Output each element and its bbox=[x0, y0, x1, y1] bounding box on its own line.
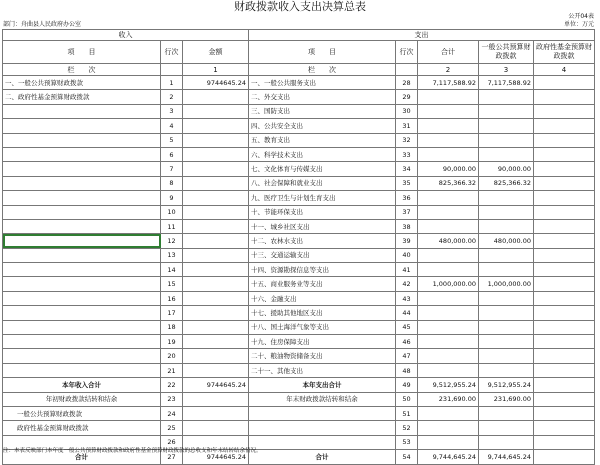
income-row-number-cell[interactable]: 26 bbox=[161, 435, 183, 449]
expense-general-budget-cell[interactable] bbox=[479, 320, 534, 334]
expense-gov-fund-cell[interactable] bbox=[534, 147, 595, 161]
expense-general-budget-cell[interactable]: 231,690.00 bbox=[479, 392, 534, 406]
expense-gov-fund-cell[interactable] bbox=[534, 90, 595, 104]
expense-row-number-cell[interactable]: 36 bbox=[396, 191, 418, 205]
expense-gov-fund-cell[interactable] bbox=[534, 277, 595, 291]
table-row bbox=[3, 90, 595, 104]
income-item-cell[interactable]: 政府性基金预算财政拨款 bbox=[3, 421, 161, 435]
expense-row-number-cell[interactable]: 44 bbox=[396, 306, 418, 320]
income-row-no-header[interactable]: 行次 bbox=[161, 41, 183, 64]
budget-table bbox=[2, 29, 595, 465]
income-amount-cell[interactable] bbox=[183, 219, 249, 233]
fund-column-number[interactable]: 4 bbox=[534, 64, 595, 76]
expense-row-number-cell[interactable]: 30 bbox=[396, 104, 418, 118]
income-amount-cell[interactable]: 9744645.24 bbox=[183, 76, 249, 90]
income-row-number-cell[interactable]: 16 bbox=[161, 291, 183, 305]
expense-item-cell[interactable]: 二十、粮油物资储备支出 bbox=[249, 349, 396, 363]
table-row bbox=[3, 162, 595, 176]
income-row-number-cell[interactable]: 20 bbox=[161, 349, 183, 363]
general-column-number[interactable]: 3 bbox=[479, 64, 534, 76]
expense-item-cell[interactable]: 十一、城乡社区支出 bbox=[249, 219, 396, 233]
expense-row-number-cell[interactable]: 51 bbox=[396, 406, 418, 420]
expense-item-cell[interactable]: 本年支出合计 bbox=[249, 378, 396, 392]
income-item-cell[interactable] bbox=[3, 205, 161, 219]
expense-item-cell[interactable]: 五、教育支出 bbox=[249, 133, 396, 147]
income-column-number[interactable]: 1 bbox=[183, 64, 249, 76]
expense-total-cell[interactable] bbox=[418, 306, 479, 320]
income-item-cell[interactable] bbox=[3, 291, 161, 305]
income-amount-cell[interactable] bbox=[183, 349, 249, 363]
table-row bbox=[3, 76, 595, 90]
expense-item-cell[interactable]: 八、社会保障和就业支出 bbox=[249, 176, 396, 190]
total-column-number[interactable]: 2 bbox=[418, 64, 479, 76]
expense-gov-fund-cell[interactable] bbox=[534, 406, 595, 420]
expense-gov-fund-cell[interactable] bbox=[534, 291, 595, 305]
expense-general-budget-cell[interactable] bbox=[479, 90, 534, 104]
expense-total-cell[interactable]: 9,744,645.24 bbox=[418, 450, 479, 464]
expense-row-number-cell[interactable]: 32 bbox=[396, 133, 418, 147]
expense-row-number-cell[interactable]: 54 bbox=[396, 450, 418, 464]
expense-gov-fund-cell[interactable] bbox=[534, 435, 595, 449]
expense-row-number-cell[interactable]: 33 bbox=[396, 147, 418, 161]
expense-row-number-cell[interactable]: 49 bbox=[396, 378, 418, 392]
expense-gov-fund-cell[interactable] bbox=[534, 76, 595, 90]
income-amount-cell[interactable] bbox=[183, 406, 249, 420]
income-amount-cell[interactable] bbox=[183, 205, 249, 219]
income-amount-cell[interactable] bbox=[183, 248, 249, 262]
income-item-cell[interactable] bbox=[3, 248, 161, 262]
expense-total-cell[interactable] bbox=[418, 406, 479, 420]
expense-item-cell[interactable] bbox=[249, 435, 396, 449]
table-row bbox=[3, 291, 595, 305]
expense-total-cell[interactable]: 231,690.00 bbox=[418, 392, 479, 406]
expense-item-cell[interactable]: 二十一、其他支出 bbox=[249, 363, 396, 377]
expense-item-cell[interactable]: 十九、住房保障支出 bbox=[249, 335, 396, 349]
expense-general-budget-cell[interactable] bbox=[479, 219, 534, 233]
expense-total-cell[interactable] bbox=[418, 335, 479, 349]
table-row bbox=[3, 219, 595, 233]
income-row-number-cell[interactable]: 4 bbox=[161, 119, 183, 133]
expense-gov-fund-cell[interactable] bbox=[534, 205, 595, 219]
table-row bbox=[3, 320, 595, 334]
expense-item-cell[interactable]: 三、国防支出 bbox=[249, 104, 396, 118]
income-section-header[interactable]: 收入 bbox=[3, 30, 249, 41]
expense-row-number-cell[interactable]: 46 bbox=[396, 335, 418, 349]
income-item-cell[interactable]: 一般公共预算财政拨款 bbox=[3, 406, 161, 420]
expense-item-cell[interactable]: 十八、国土海洋气象等支出 bbox=[249, 320, 396, 334]
expense-item-cell[interactable]: 十、节能环保支出 bbox=[249, 205, 396, 219]
expense-row-number-cell[interactable]: 48 bbox=[396, 363, 418, 377]
income-item-cell[interactable] bbox=[3, 147, 161, 161]
expense-row-number-cell[interactable]: 41 bbox=[396, 263, 418, 277]
income-row-number-cell[interactable]: 19 bbox=[161, 335, 183, 349]
income-row-number-cell[interactable]: 9 bbox=[161, 191, 183, 205]
expense-total-cell[interactable] bbox=[418, 435, 479, 449]
income-item-cell[interactable] bbox=[3, 363, 161, 377]
expense-gov-fund-cell[interactable] bbox=[534, 119, 595, 133]
income-item-cell[interactable]: 二、政府性基金预算财政拨款 bbox=[3, 90, 161, 104]
income-item-cell[interactable] bbox=[3, 306, 161, 320]
expense-gov-fund-cell[interactable] bbox=[534, 248, 595, 262]
expense-total-cell[interactable] bbox=[418, 248, 479, 262]
table-row bbox=[3, 234, 595, 248]
expense-total-cell[interactable] bbox=[418, 147, 479, 161]
expense-gov-fund-cell[interactable] bbox=[534, 176, 595, 190]
income-amount-cell[interactable] bbox=[183, 147, 249, 161]
table-row bbox=[3, 133, 595, 147]
income-item-cell[interactable] bbox=[3, 277, 161, 291]
income-row-number-cell[interactable]: 13 bbox=[161, 248, 183, 262]
expense-general-budget-cell[interactable]: 480,000.00 bbox=[479, 234, 534, 248]
expense-item-cell[interactable]: 一、一般公共服务支出 bbox=[249, 76, 396, 90]
expense-row-number-cell[interactable]: 50 bbox=[396, 392, 418, 406]
expense-total-cell[interactable] bbox=[418, 205, 479, 219]
expense-general-budget-cell[interactable]: 1,000,000.00 bbox=[479, 277, 534, 291]
income-row-number-cell[interactable]: 24 bbox=[161, 406, 183, 420]
income-row-number-cell[interactable]: 7 bbox=[161, 162, 183, 176]
income-row-number-cell[interactable]: 11 bbox=[161, 219, 183, 233]
income-amount-cell[interactable] bbox=[183, 191, 249, 205]
expense-item-cell[interactable]: 合计 bbox=[249, 450, 396, 464]
expense-item-cell[interactable]: 十二、农林水支出 bbox=[249, 234, 396, 248]
expense-item-header[interactable]: 项 目 bbox=[249, 41, 396, 64]
income-item-cell[interactable] bbox=[3, 119, 161, 133]
income-item-cell[interactable] bbox=[3, 219, 161, 233]
income-item-cell[interactable] bbox=[3, 234, 161, 248]
expense-column-label[interactable]: 栏 次 bbox=[249, 64, 396, 76]
table-row bbox=[3, 349, 595, 363]
income-amount-cell[interactable] bbox=[183, 234, 249, 248]
income-item-cell[interactable] bbox=[3, 104, 161, 118]
income-item-cell[interactable]: 本年收入合计 bbox=[3, 378, 161, 392]
expense-item-cell[interactable]: 七、文化体育与传媒支出 bbox=[249, 162, 396, 176]
income-amount-cell[interactable] bbox=[183, 320, 249, 334]
income-row-number-cell[interactable]: 3 bbox=[161, 104, 183, 118]
expense-item-cell[interactable]: 六、科学技术支出 bbox=[249, 147, 396, 161]
expense-total-cell[interactable] bbox=[418, 104, 479, 118]
expense-general-budget-cell[interactable] bbox=[479, 133, 534, 147]
table-row bbox=[3, 248, 595, 262]
income-item-cell[interactable]: 年初财政拨款结转和结余 bbox=[3, 392, 161, 406]
income-item-cell[interactable] bbox=[3, 162, 161, 176]
expense-general-budget-cell[interactable] bbox=[479, 147, 534, 161]
expense-total-cell[interactable]: 480,000.00 bbox=[418, 234, 479, 248]
expense-total-cell[interactable] bbox=[418, 191, 479, 205]
expense-row-number-cell[interactable]: 28 bbox=[396, 76, 418, 90]
page-title: 财政拨款收入支出决算总表 bbox=[234, 0, 366, 13]
table-row bbox=[3, 392, 595, 406]
income-row-number-cell[interactable]: 2 bbox=[161, 90, 183, 104]
expense-general-budget-cell[interactable] bbox=[479, 435, 534, 449]
expense-general-budget-cell[interactable] bbox=[479, 306, 534, 320]
expense-row-number-cell[interactable]: 45 bbox=[396, 320, 418, 334]
income-item-cell[interactable] bbox=[3, 133, 161, 147]
table-row bbox=[3, 363, 595, 377]
income-item-header[interactable]: 项 目 bbox=[3, 41, 161, 64]
expense-gov-fund-cell[interactable] bbox=[534, 320, 595, 334]
table-row bbox=[3, 277, 595, 291]
expense-total-cell[interactable]: 825,366.32 bbox=[418, 176, 479, 190]
income-amount-cell[interactable] bbox=[183, 421, 249, 435]
gov-fund-header[interactable]: 政府性基金预算财政拨款 bbox=[534, 41, 595, 64]
expense-row-number-cell[interactable]: 38 bbox=[396, 219, 418, 233]
table-row bbox=[3, 306, 595, 320]
income-item-cell[interactable] bbox=[3, 349, 161, 363]
income-row-number-cell[interactable]: 18 bbox=[161, 320, 183, 334]
expense-total-cell[interactable] bbox=[418, 363, 479, 377]
expense-row-number-cell[interactable]: 39 bbox=[396, 234, 418, 248]
income-amount-cell[interactable] bbox=[183, 90, 249, 104]
expense-general-budget-cell[interactable] bbox=[479, 406, 534, 420]
income-amount-cell[interactable] bbox=[183, 104, 249, 118]
income-item-cell[interactable] bbox=[3, 320, 161, 334]
expense-general-budget-cell[interactable] bbox=[479, 191, 534, 205]
income-item-cell[interactable] bbox=[3, 263, 161, 277]
income-row-number-cell[interactable]: 8 bbox=[161, 176, 183, 190]
income-amount-cell[interactable] bbox=[183, 263, 249, 277]
expense-item-cell[interactable]: 二、外交支出 bbox=[249, 90, 396, 104]
income-row-number-cell[interactable]: 27 bbox=[161, 450, 183, 464]
income-item-cell[interactable] bbox=[3, 191, 161, 205]
expense-row-number-cell[interactable]: 52 bbox=[396, 421, 418, 435]
income-amount-header[interactable]: 金额 bbox=[183, 41, 249, 64]
unit-label: 单位：万元 bbox=[563, 21, 594, 28]
income-amount-cell[interactable] bbox=[183, 392, 249, 406]
expense-general-budget-cell[interactable]: 9,512,955.24 bbox=[479, 378, 534, 392]
expense-general-budget-cell[interactable] bbox=[479, 205, 534, 219]
expense-general-budget-cell[interactable] bbox=[479, 363, 534, 377]
expense-item-cell[interactable]: 十五、商业服务业等支出 bbox=[249, 277, 396, 291]
income-row-number-cell[interactable]: 12 bbox=[161, 234, 183, 248]
table-row bbox=[3, 104, 595, 118]
income-amount-cell[interactable] bbox=[183, 133, 249, 147]
income-amount-cell[interactable] bbox=[183, 176, 249, 190]
income-amount-cell[interactable]: 9744645.24 bbox=[183, 450, 249, 464]
income-row-number-cell[interactable]: 21 bbox=[161, 363, 183, 377]
expense-gov-fund-cell[interactable] bbox=[534, 363, 595, 377]
income-amount-cell[interactable] bbox=[183, 335, 249, 349]
income-row-number-cell[interactable]: 25 bbox=[161, 421, 183, 435]
table-row bbox=[3, 119, 595, 133]
income-row-number-cell[interactable]: 22 bbox=[161, 378, 183, 392]
expense-item-cell[interactable]: 年末财政拨款结转和结余 bbox=[249, 392, 396, 406]
expense-total-cell[interactable] bbox=[418, 90, 479, 104]
expense-row-number-cell[interactable]: 37 bbox=[396, 205, 418, 219]
expense-column-label-rowno[interactable] bbox=[396, 64, 418, 76]
expense-general-budget-cell[interactable] bbox=[479, 291, 534, 305]
expense-gov-fund-cell[interactable] bbox=[534, 335, 595, 349]
expense-total-cell[interactable]: 1,000,000.00 bbox=[418, 277, 479, 291]
expense-general-budget-cell[interactable] bbox=[479, 104, 534, 118]
expense-general-budget-cell[interactable] bbox=[479, 421, 534, 435]
expense-gov-fund-cell[interactable] bbox=[534, 392, 595, 406]
expense-section-header[interactable]: 支出 bbox=[249, 30, 595, 41]
expense-row-number-cell[interactable]: 35 bbox=[396, 176, 418, 190]
income-item-cell[interactable] bbox=[3, 335, 161, 349]
expense-gov-fund-cell[interactable] bbox=[534, 133, 595, 147]
expense-general-budget-cell[interactable] bbox=[479, 349, 534, 363]
expense-item-cell[interactable]: 四、公共安全支出 bbox=[249, 119, 396, 133]
expense-total-cell[interactable] bbox=[418, 320, 479, 334]
expense-item-cell[interactable]: 十三、交通运输支出 bbox=[249, 248, 396, 262]
expense-gov-fund-cell[interactable] bbox=[534, 421, 595, 435]
expense-row-number-cell[interactable]: 53 bbox=[396, 435, 418, 449]
table-row bbox=[3, 263, 595, 277]
expense-total-header[interactable]: 合计 bbox=[418, 41, 479, 64]
expense-general-budget-cell[interactable] bbox=[479, 248, 534, 262]
expense-row-number-cell[interactable]: 43 bbox=[396, 291, 418, 305]
expense-item-cell[interactable]: 十七、援助其他地区支出 bbox=[249, 306, 396, 320]
table-row bbox=[3, 406, 595, 420]
expense-total-cell[interactable] bbox=[418, 421, 479, 435]
income-amount-cell[interactable] bbox=[183, 363, 249, 377]
income-row-number-cell[interactable]: 14 bbox=[161, 263, 183, 277]
expense-total-cell[interactable]: 90,000.00 bbox=[418, 162, 479, 176]
expense-row-number-cell[interactable]: 31 bbox=[396, 119, 418, 133]
income-row-number-cell[interactable]: 23 bbox=[161, 392, 183, 406]
expense-item-cell[interactable]: 九、医疗卫生与计划生育支出 bbox=[249, 191, 396, 205]
expense-row-number-cell[interactable]: 29 bbox=[396, 90, 418, 104]
expense-gov-fund-cell[interactable] bbox=[534, 191, 595, 205]
income-amount-cell[interactable] bbox=[183, 162, 249, 176]
income-row-number-cell[interactable]: 10 bbox=[161, 205, 183, 219]
expense-total-cell[interactable]: 9,512,955.24 bbox=[418, 378, 479, 392]
income-amount-cell[interactable] bbox=[183, 277, 249, 291]
income-item-cell[interactable]: 合计 bbox=[3, 450, 161, 464]
income-amount-cell[interactable] bbox=[183, 119, 249, 133]
table-row bbox=[3, 421, 595, 435]
expense-total-cell[interactable] bbox=[418, 263, 479, 277]
expense-total-cell[interactable] bbox=[418, 219, 479, 233]
expense-total-cell[interactable]: 7,117,588.92 bbox=[418, 76, 479, 90]
expense-gov-fund-cell[interactable] bbox=[534, 162, 595, 176]
expense-row-no-header[interactable]: 行次 bbox=[396, 41, 418, 64]
income-amount-cell[interactable] bbox=[183, 306, 249, 320]
expense-general-budget-cell[interactable]: 825,366.32 bbox=[479, 176, 534, 190]
expense-general-budget-cell[interactable]: 9,744,645.24 bbox=[479, 450, 534, 464]
expense-row-number-cell[interactable]: 47 bbox=[396, 349, 418, 363]
income-column-label[interactable]: 栏 次 bbox=[3, 64, 161, 76]
expense-gov-fund-cell[interactable] bbox=[534, 263, 595, 277]
income-row-number-cell[interactable]: 17 bbox=[161, 306, 183, 320]
table-row bbox=[3, 176, 595, 190]
expense-general-budget-cell[interactable]: 7,117,588.92 bbox=[479, 76, 534, 90]
income-row-number-cell[interactable]: 5 bbox=[161, 133, 183, 147]
table-row bbox=[3, 147, 595, 161]
expense-item-cell[interactable] bbox=[249, 406, 396, 420]
expense-gov-fund-cell[interactable] bbox=[534, 219, 595, 233]
income-column-label-rowno[interactable] bbox=[161, 64, 183, 76]
table-row bbox=[3, 205, 595, 219]
income-item-cell[interactable] bbox=[3, 176, 161, 190]
expense-general-budget-cell[interactable] bbox=[479, 119, 534, 133]
expense-gov-fund-cell[interactable] bbox=[534, 349, 595, 363]
expense-gov-fund-cell[interactable] bbox=[534, 104, 595, 118]
expense-total-cell[interactable] bbox=[418, 133, 479, 147]
expense-item-cell[interactable] bbox=[249, 421, 396, 435]
income-row-number-cell[interactable]: 6 bbox=[161, 147, 183, 161]
expense-row-number-cell[interactable]: 34 bbox=[396, 162, 418, 176]
footnote: 注：本表反映部门本年度一般公共预算财政拨款和政府性基金预算财政拨款的总收支和年末结转结余情况。 bbox=[3, 448, 262, 454]
expense-general-budget-cell[interactable]: 90,000.00 bbox=[479, 162, 534, 176]
income-row-number-cell[interactable]: 1 bbox=[161, 76, 183, 90]
expense-total-cell[interactable] bbox=[418, 119, 479, 133]
expense-general-budget-cell[interactable] bbox=[479, 263, 534, 277]
table-code: 公开04表 bbox=[568, 13, 594, 20]
expense-general-budget-cell[interactable] bbox=[479, 335, 534, 349]
table-row bbox=[3, 191, 595, 205]
general-budget-header[interactable]: 一般公共预算财政拨款 bbox=[479, 41, 534, 64]
expense-gov-fund-cell[interactable] bbox=[534, 378, 595, 392]
table-row bbox=[3, 335, 595, 349]
department-label: 部门：舟曲县人民政府办公室 bbox=[3, 21, 82, 28]
income-amount-cell[interactable] bbox=[183, 291, 249, 305]
expense-row-number-cell[interactable]: 42 bbox=[396, 277, 418, 291]
expense-item-cell[interactable]: 十六、金融支出 bbox=[249, 291, 396, 305]
income-row-number-cell[interactable]: 15 bbox=[161, 277, 183, 291]
expense-total-cell[interactable] bbox=[418, 349, 479, 363]
expense-gov-fund-cell[interactable] bbox=[534, 306, 595, 320]
expense-gov-fund-cell[interactable] bbox=[534, 234, 595, 248]
expense-item-cell[interactable]: 十四、资源勘探信息等支出 bbox=[249, 263, 396, 277]
table-row bbox=[3, 378, 595, 392]
expense-total-cell[interactable] bbox=[418, 291, 479, 305]
income-item-cell[interactable]: 一、一般公共预算财政拨款 bbox=[3, 76, 161, 90]
expense-row-number-cell[interactable]: 40 bbox=[396, 248, 418, 262]
income-amount-cell[interactable]: 9744645.24 bbox=[183, 378, 249, 392]
